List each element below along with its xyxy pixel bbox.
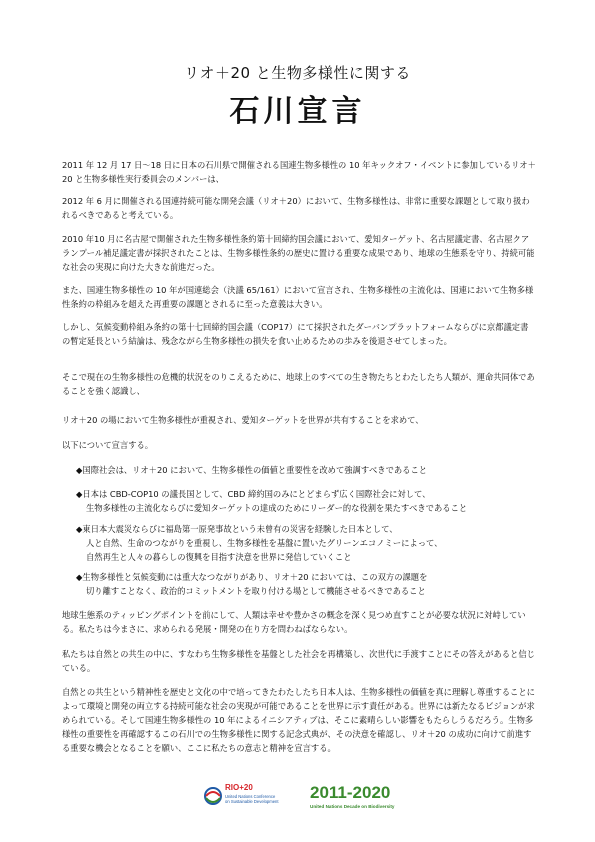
bullet-line: 生物多様性と気候変動には重大なつながりがあり、リオ＋20 においては、この双方の課題を	[82, 572, 428, 582]
undb-title: 2011-2020	[310, 783, 391, 802]
bullet-mark: ◆	[76, 524, 83, 534]
undb-subtitle: United Nations Decade on Biodiversity	[310, 804, 395, 809]
bullet-mark: ◆	[76, 465, 83, 475]
closing-paragraph-3: 自然との共生という精神性を歴史と文化の中で培ってきたわたしたち日本人は、生物多様性の価値を真に理解し尊重することによって環境と開発の両立する持続可能な社会の実現が可能であることを世界に示す責任がある。世界には新たなるビジョンが求められている。そして国連生物多様性の 10 年によるイニシアティブは、そこに素晴らしい影響をもたらしうるだろう。生物多様性の重要性を再確認するこの石川での生物多様性に関する記念式典が、その決意を確認し、リオ＋20 の成功に向けて前進する重要な機会となることを願い、ここに私たちの意志と精神を宣言する。	[62, 687, 535, 753]
bullet-item-2	[76, 487, 536, 515]
bullet-line: 人と自然、生命のつながりを重視し、生物多様性を基盤に置いたグリーンエコノミーによって、	[86, 538, 443, 548]
bullet-mark: ◆	[76, 489, 83, 499]
rio20-logo	[203, 780, 293, 814]
closing-paragraph-1: 地球生態系のティッピングポイントを前にして、人類は幸せや豊かさの概念を深く見つめ直すことが必要な状況に対峙している。私たちは今まさに、求められる発展・開発の在り方を問わねばならない。	[62, 610, 526, 634]
bullet-line: 日本は CBD-COP10 の議長国として、CBD 締約国のみにとどまらず広く国際社会に対して、	[82, 489, 431, 499]
paragraph-4: また、国連生物多様性の 10 年が国連総会（決議 65/161）において宣言され、生物多様性の主流化は、国連において生物多様性条約の枠組みを超えた再重要の課題とされるに至った意義は大きい。	[62, 285, 534, 309]
bullet-item-4	[76, 570, 536, 598]
document-subtitle: リオ＋20 と生物多様性に関する	[184, 64, 411, 82]
rio20-line2: on Sustainable Development	[225, 799, 279, 804]
paragraph-1: 2011 年 12 月 17 日〜18 日に日本の石川県で開催される国連生物多様性の 10 年キックオフ・イベントに参加しているリオ＋20 と生物多様性実行委員会のメンバーは、	[62, 160, 536, 184]
logo-strip	[0, 776, 595, 816]
bullet-line: 自然再生と人々の暮らしの復興を目指す決意を世界に発信していくこと	[86, 552, 352, 562]
bullet-mark: ◆	[76, 572, 83, 582]
rio20-emblem-icon	[203, 780, 293, 814]
paragraph-5: しかし、気候変動枠組み条約の第十七回締約国会議（COP17）にて採択されたダーバンプラットフォームならびに京都議定書の暫定延長という結論は、残念ながら生物多様性の損失を食い止めるための歩みを後退させてしまった。	[62, 322, 529, 346]
undb-emblem-icon	[308, 776, 398, 816]
bullet-item-3	[76, 522, 536, 564]
undb-logo	[308, 776, 398, 816]
bullet-line: 東日本大震災ならびに福島第一原発事故という未曾有の災害を経験した日本として、	[82, 524, 398, 534]
rio20-line1: United Nations Conference	[225, 794, 276, 799]
paragraph-2: 2012 年 6 月に開催される国連持続可能な開発会議（リオ＋20）において、生物多様性は、非常に重要な課題として取り扱われるべきであると考えている。	[62, 196, 530, 220]
rio20-title: RIO+20	[225, 783, 253, 792]
paragraph-3: 2010 年10 月に名古屋で開催された生物多様性条約第十回締約国会議において、愛知ターゲット、名古屋議定書、名古屋クアランプール補足議定書が採択されたことは、生物多様性条約の歴史に置ける重要な成果であり、地球の生態系を守り、持続可能な社会の実現に向けた大きな前進だった。	[62, 234, 535, 272]
paragraph-6: そこで現在の生物多様性の危機的状況をのりこえるために、地球上のすべての生き物たちとわたしたち人類が、運命共同体であることを強く認識し、	[62, 372, 535, 396]
bullet-line: 切り離すことなく、政治的コミットメントを取り付ける場として機能させるべきであること	[86, 586, 426, 596]
bullet-line: 生物多様性の主流化ならびに愛知ターゲットの達成のためにリーダー的な役割を果たすべきであること	[86, 503, 468, 513]
bullet-line: 国際社会は、リオ＋20 において、生物多様性の価値と重要性を改めて強調すべきであること	[82, 465, 428, 475]
paragraph-8: 以下について宣言する。	[62, 440, 154, 450]
paragraph-7: リオ＋20 の場において生物多様性が重視され、愛知ターゲットを世界が共有することを求めて、	[62, 415, 424, 425]
document-title: 石川宣言	[229, 94, 366, 129]
closing-paragraph-2: 私たちは自然との共生の中に、すなわち生物多様性を基盤とした社会を再構築し、次世代に手渡すことにその答えがあると信じている。	[62, 649, 535, 673]
bullet-item-1	[76, 463, 536, 477]
